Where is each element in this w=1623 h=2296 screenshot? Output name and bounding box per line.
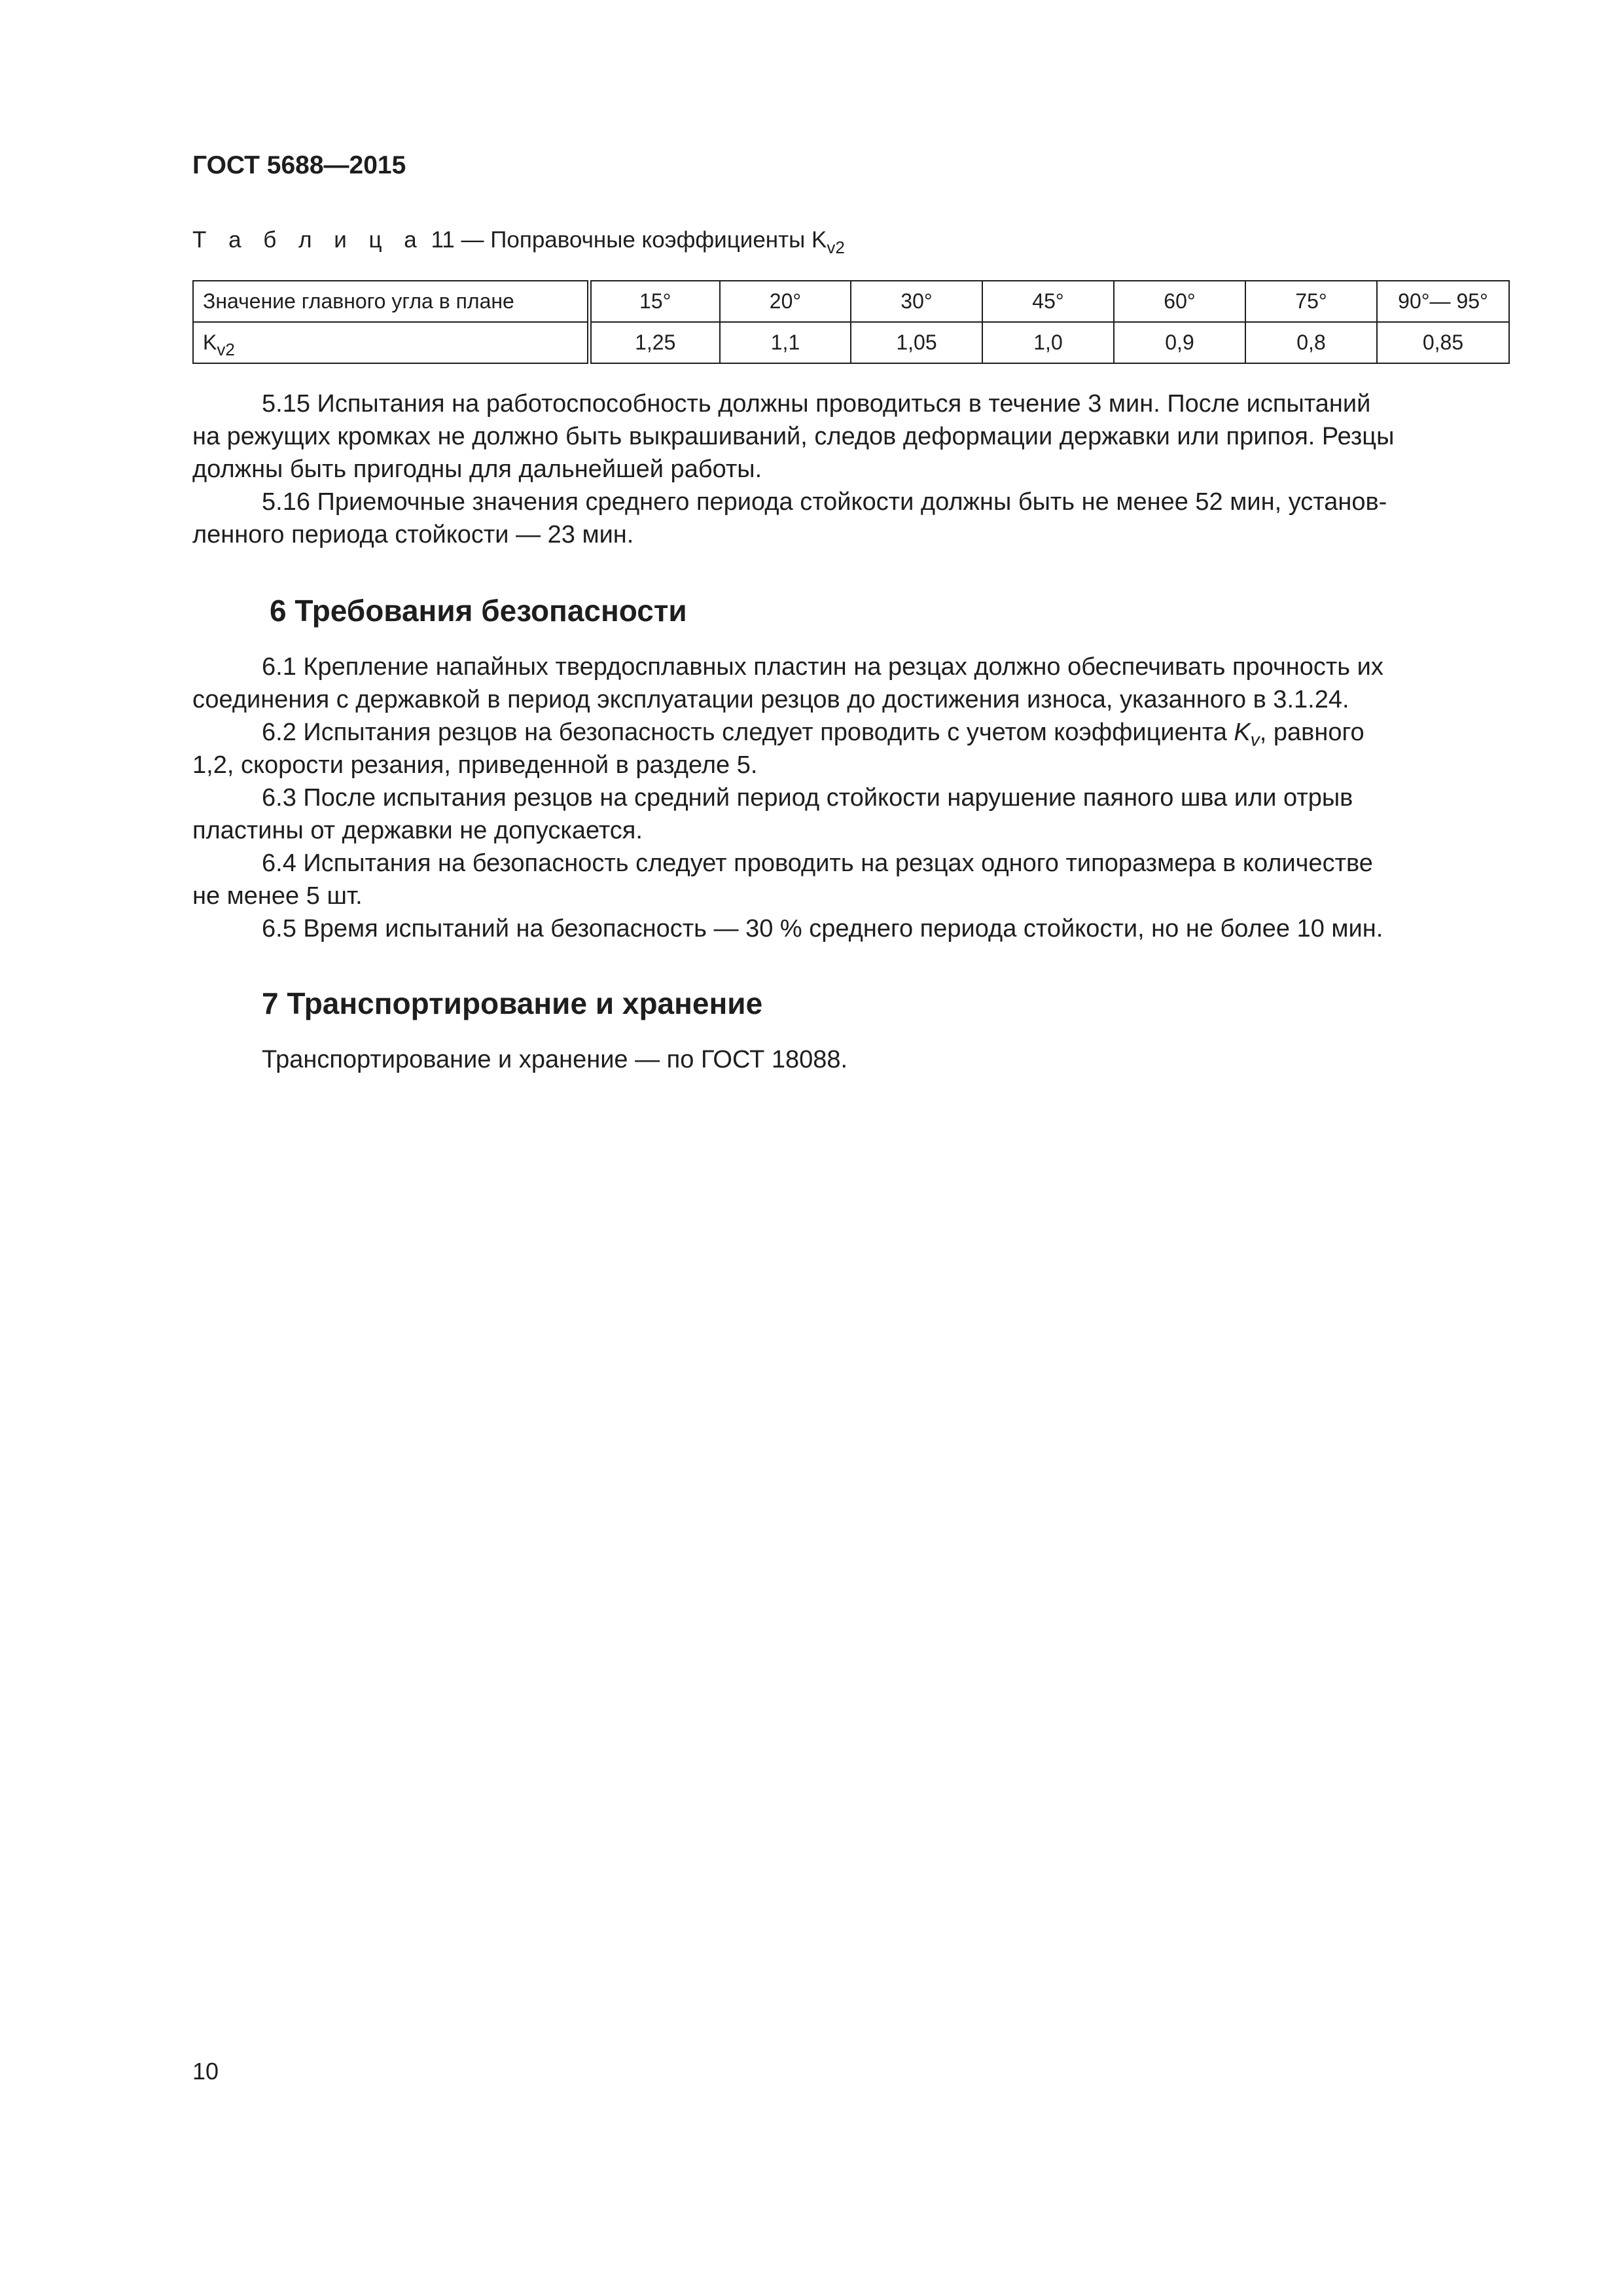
table-cell: 30° bbox=[851, 281, 982, 322]
table-cell: 1,25 bbox=[589, 322, 720, 363]
paragraph-6-4-line: не менее 5 шт. bbox=[192, 882, 363, 910]
table-row-angles bbox=[193, 281, 1509, 322]
paragraph-6-5-line: 6.5 Время испытаний на безопасность — 30 % среднего периода стойкости, но не более 10 мин. bbox=[262, 915, 1383, 942]
table-row-header: Значение главного угла в плане bbox=[193, 281, 589, 322]
table-row-coefficients bbox=[193, 322, 1509, 363]
paragraph-6-4-line: 6.4 Испытания на безопасность следует проводить на резцах одного типоразмера в количестве bbox=[262, 850, 1373, 877]
paragraph-6-3-line: пластины от державки не допускается. bbox=[192, 817, 643, 844]
table-caption-text: 11 — Поправочные коэффициенты K bbox=[431, 227, 827, 253]
table-cell: 0,9 bbox=[1114, 322, 1245, 363]
table-cell: 1,05 bbox=[851, 322, 982, 363]
section-7-heading: 7 Транспортирование и хранение bbox=[262, 986, 763, 1020]
paragraph-5-16-line: 5.16 Приемочные значения среднего периода стойкости должны быть не менее 52 мин, установ- bbox=[262, 488, 1387, 516]
kv-subscript: v bbox=[1250, 729, 1260, 750]
table-cell: 90°— 95° bbox=[1377, 281, 1509, 322]
paragraph-6-3-line: 6.3 После испытания резцов на средний период стойкости нарушение паяного шва или отрыв bbox=[262, 784, 1353, 812]
kv2-subscript: v2 bbox=[217, 340, 235, 359]
table-row-header bbox=[193, 322, 589, 363]
table-caption-prefix: Т а б л и ц а bbox=[192, 227, 425, 253]
table-cell: 45° bbox=[982, 281, 1114, 322]
kv2-symbol: K bbox=[203, 331, 217, 354]
section-6-heading: 6 Требования безопасности bbox=[270, 594, 687, 628]
table-cell: 15° bbox=[589, 281, 720, 322]
table-cell: 1,0 bbox=[982, 322, 1114, 363]
table-caption bbox=[192, 224, 845, 257]
paragraph-6-2-line: 1,2, скорости резания, приведенной в разделе 5. bbox=[192, 751, 758, 779]
table-cell: 0,8 bbox=[1245, 322, 1377, 363]
kv-symbol: K bbox=[1234, 719, 1251, 746]
table-cell: 0,85 bbox=[1377, 322, 1509, 363]
paragraph-6-2-text-end: , равного bbox=[1259, 719, 1364, 746]
table-caption-subscript: v2 bbox=[827, 238, 845, 257]
paragraph-6-1-line: 6.1 Крепление напайных твердосплавных пластин на резцах должно обеспечивать прочность их bbox=[262, 653, 1383, 681]
document-id-header: ГОСТ 5688—2015 bbox=[192, 151, 406, 179]
paragraph-5-15-line: 5.15 Испытания на работоспособность должны проводиться в течение 3 мин. После испытаний bbox=[262, 390, 1371, 418]
paragraph-5-15-line: на режущих кромках не должно быть выкрашиваний, следов деформации державки или припоя. Резцы bbox=[192, 423, 1395, 450]
paragraph-6-2-text: 6.2 Испытания резцов на безопасность следует проводить с учетом коэффициента bbox=[262, 719, 1227, 746]
table-cell: 60° bbox=[1114, 281, 1245, 322]
table-cell: 1,1 bbox=[720, 322, 851, 363]
correction-coefficients-table bbox=[192, 280, 1510, 364]
table-cell: 20° bbox=[720, 281, 851, 322]
paragraph-6-1-line: соединения с державкой в период эксплуатации резцов до достижения износа, указанного в 3.1.24. bbox=[192, 686, 1349, 713]
paragraph-7: Транспортирование и хранение — по ГОСТ 18088. bbox=[262, 1046, 848, 1073]
paragraph-5-15-line: должны быть пригодны для дальнейшей работы. bbox=[192, 456, 762, 483]
table-cell: 75° bbox=[1245, 281, 1377, 322]
paragraph-5-16-line: ленного периода стойкости — 23 мин. bbox=[192, 521, 634, 548]
page-number: 10 bbox=[192, 2058, 219, 2085]
